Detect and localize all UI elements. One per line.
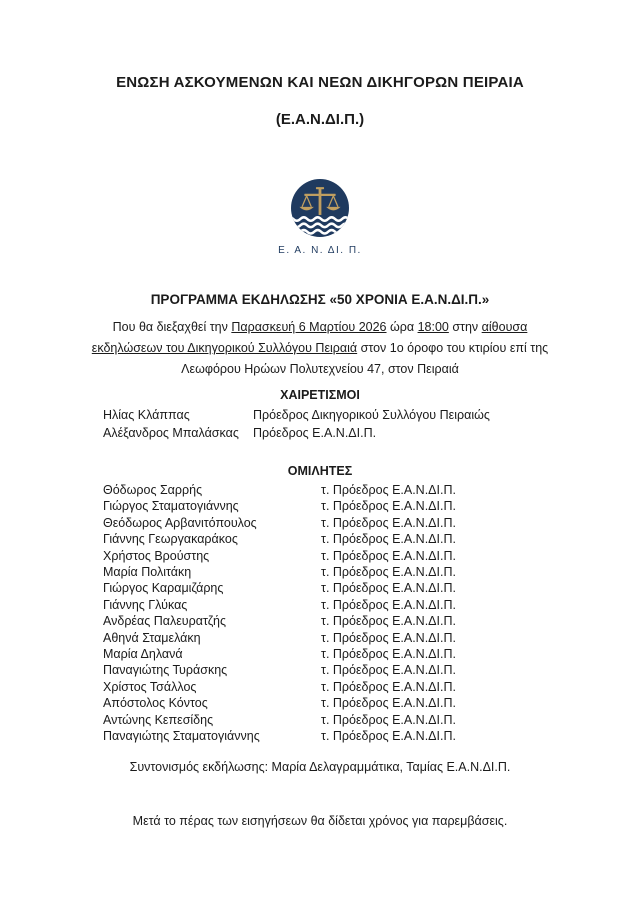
person-name: Ανδρέας Παλευρατζής (103, 614, 226, 629)
speaker-row (103, 728, 640, 744)
coordination-line: Συντονισμός εκδήλωσης: Μαρία Δελαγραμμάτικα, Ταμίας Ε.Α.Ν.ΔΙ.Π. (129, 759, 511, 774)
speaker-row (103, 531, 640, 547)
speaker-row (103, 482, 640, 498)
person-title: Πρόεδρος Ε.Α.Ν.ΔΙ.Π. (253, 426, 377, 440)
person-title: τ. Πρόεδρος Ε.Α.Ν.ΔΙ.Π. (321, 548, 456, 563)
event-detail-text: ώρα (386, 320, 418, 334)
person-title: τ. Πρόεδρος Ε.Α.Ν.ΔΙ.Π. (321, 483, 456, 497)
greeting-row (103, 424, 640, 442)
person-name: Χρίστος Τσάλλος (103, 679, 197, 694)
speaker-row (103, 662, 640, 678)
person-title: τ. Πρόεδρος Ε.Α.Ν.ΔΙ.Π. (321, 647, 456, 662)
person-title: τ. Πρόεδρος Ε.Α.Ν.ΔΙ.Π. (321, 499, 456, 514)
org-name-title: ΕΝΩΣΗ ΑΣΚΟΥΜΕΝΩΝ ΚΑΙ ΝΕΩΝ ΔΙΚΗΓΟΡΩΝ ΠΕΙΡΑΙΑ (116, 74, 524, 91)
event-detail-text: Που θα διεξαχθεί την (112, 320, 232, 334)
speaker-row (103, 597, 640, 613)
person-name: Μαρία Πολιτάκη (103, 565, 192, 580)
person-name: Παναγιώτης Σταματογιάννης (103, 729, 260, 744)
greeting-row (103, 406, 640, 424)
person-title: τ. Πρόεδρος Ε.Α.Ν.ΔΙ.Π. (321, 515, 456, 530)
person-name: Γιάννης Γεωργακαράκος (103, 532, 238, 547)
person-title: Πρόεδρος Δικηγορικού Συλλόγου Πειραιώς (253, 408, 490, 422)
speaker-row (103, 695, 640, 711)
person-title: τ. Πρόεδρος Ε.Α.Ν.ΔΙ.Π. (321, 679, 456, 694)
event-detail-underlined: 18:00 (417, 320, 449, 334)
person-name: Απόστολος Κόντος (103, 696, 208, 711)
eandip-logo-icon (291, 179, 349, 237)
person-title: τ. Πρόεδρος Ε.Α.Ν.ΔΙ.Π. (321, 696, 456, 711)
person-name: Αντώνης Κεπεσίδης (103, 712, 214, 727)
greetings-list (0, 406, 640, 442)
person-title: τ. Πρόεδρος Ε.Α.Ν.ΔΙ.Π. (321, 663, 456, 678)
event-detail-text: στην (448, 320, 482, 334)
speakers-heading: ΟΜΙΛΗΤΕΣ (287, 464, 353, 478)
person-title: τ. Πρόεδρος Ε.Α.Ν.ΔΙ.Π. (321, 597, 456, 612)
greetings-heading: ΧΑΙΡΕΤΙΣΜΟΙ (280, 388, 360, 402)
person-name: Αλέξανδρος Μπαλάσκας (103, 426, 239, 440)
person-title: τ. Πρόεδρος Ε.Α.Ν.ΔΙ.Π. (321, 630, 456, 645)
speakers-list (0, 482, 640, 745)
person-title: τ. Πρόεδρος Ε.Α.Ν.ΔΙ.Π. (321, 532, 456, 547)
speaker-row (103, 630, 640, 646)
event-detail-underlined: Παρασκευή 6 Μαρτίου 2026 (231, 320, 387, 334)
speaker-row (103, 548, 640, 564)
speaker-row (103, 679, 640, 695)
speaker-row (103, 712, 640, 728)
person-name: Χρήστος Βρούστης (103, 548, 210, 563)
person-name: Αθηνά Σταμελάκη (103, 630, 201, 645)
speaker-row (103, 515, 640, 531)
logo-caption: Ε. Α. Ν. ΔΙ. Π. (278, 245, 362, 256)
person-name: Παναγιώτης Τυράσκης (103, 663, 228, 678)
person-title: τ. Πρόεδρος Ε.Α.Ν.ΔΙ.Π. (321, 614, 456, 629)
event-description (89, 317, 551, 380)
person-name: Θεόδωρος Αρβανιτόπουλος (103, 515, 257, 530)
person-title: τ. Πρόεδρος Ε.Α.Ν.ΔΙ.Π. (321, 581, 456, 596)
speaker-row (103, 498, 640, 514)
speaker-row (103, 646, 640, 662)
speaker-row (103, 564, 640, 580)
person-title: τ. Πρόεδρος Ε.Α.Ν.ΔΙ.Π. (321, 712, 456, 727)
closing-note: Μετά το πέρας των εισηγήσεων θα δίδεται χρόνος για παρεμβάσεις. (132, 813, 508, 828)
org-abbreviation: (Ε.Α.Ν.ΔΙ.Π.) (275, 111, 365, 128)
person-title: τ. Πρόεδρος Ε.Α.Ν.ΔΙ.Π. (321, 565, 456, 580)
person-title: τ. Πρόεδρος Ε.Α.Ν.ΔΙ.Π. (321, 729, 456, 744)
person-name: Γιάννης Γλύκας (103, 597, 188, 612)
speaker-row (103, 580, 640, 596)
program-heading: ΠΡΟΓΡΑΜΜΑ ΕΚΔΗΛΩΣΗΣ «50 ΧΡΟΝΙΑ Ε.Α.Ν.ΔΙ.Π.» (150, 292, 490, 307)
person-name: Ηλίας Κλάππας (103, 408, 190, 422)
person-name: Θόδωρος Σαρρής (103, 483, 203, 497)
person-name: Γιώργος Σταματογιάννης (103, 499, 239, 514)
org-logo (0, 179, 640, 256)
person-name: Μαρία Δηλανά (103, 647, 183, 662)
event-detail-underlined: αίθουσα εκδηλώσεων του Δικηγορικού Συλλόγου Πειραιά (91, 320, 528, 355)
speaker-row (103, 613, 640, 629)
event-detail-text: στον 1ο όροφο του κτιρίου επί της Λεωφόρου Ηρώων Πολυτεχνείου 47, στον Πειραιά (181, 341, 549, 376)
person-name: Γιώργος Καραμιζάρης (103, 581, 224, 596)
